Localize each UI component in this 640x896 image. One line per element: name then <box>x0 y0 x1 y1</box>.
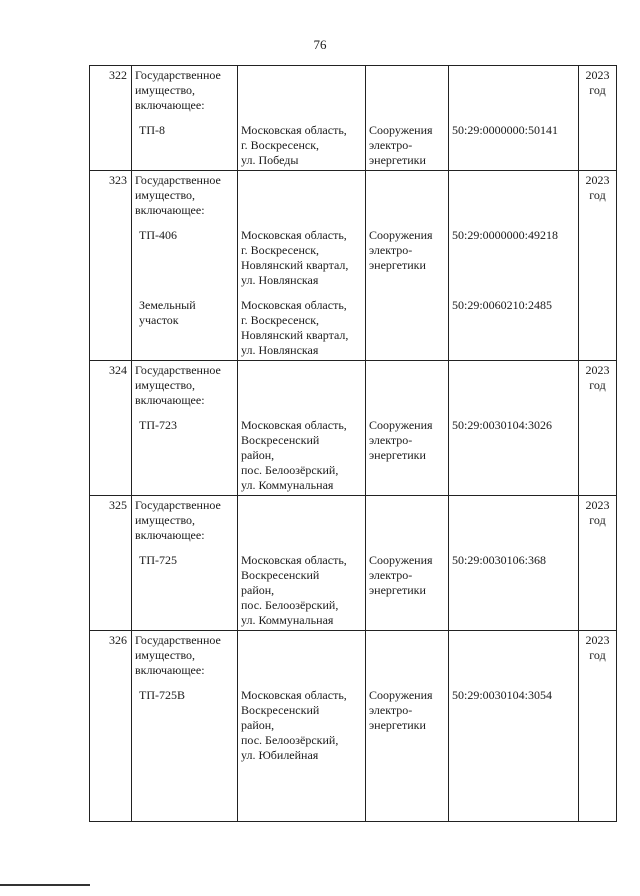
spacer <box>135 478 234 493</box>
entry-number-text: 326 <box>109 633 127 647</box>
text-line: Сооружения <box>369 688 433 702</box>
text-line: 2023 <box>585 68 610 82</box>
spacer <box>369 613 445 628</box>
spacer <box>452 733 575 748</box>
spacer <box>369 298 445 313</box>
text-line: имущество, <box>135 188 196 202</box>
address-cell <box>238 66 366 171</box>
footer-rule <box>0 884 90 886</box>
spacer <box>369 478 445 493</box>
spacer <box>241 363 362 418</box>
cadastral-cell <box>449 361 579 496</box>
spacer <box>452 463 575 478</box>
address-cell <box>238 631 366 822</box>
spacer <box>369 68 445 123</box>
spacer <box>241 498 362 553</box>
item-name <box>135 298 234 328</box>
spacer <box>135 463 234 478</box>
address-cell <box>238 496 366 631</box>
spacer <box>452 258 575 273</box>
text-line: ТП-8 <box>139 123 165 137</box>
text-line: включающее: <box>135 393 205 407</box>
table-row <box>90 496 617 631</box>
spacer <box>241 173 362 228</box>
text-line: ул. Юбилейная <box>241 748 319 762</box>
spacer <box>369 463 445 478</box>
entry-number <box>90 171 132 361</box>
spacer <box>135 543 234 553</box>
spacer <box>452 243 575 258</box>
text-line: район, <box>241 718 275 732</box>
spacer <box>241 288 362 298</box>
spacer <box>135 258 234 273</box>
text-line: г. Воскресенск, <box>241 243 320 257</box>
item-name <box>135 228 234 243</box>
spacer <box>452 138 575 153</box>
text-line: год <box>589 648 606 662</box>
spacer <box>369 598 445 613</box>
text-line: Московская область, <box>241 418 347 432</box>
cadastral-cell <box>449 496 579 631</box>
item-name <box>135 553 234 568</box>
entry-number <box>90 361 132 496</box>
spacer <box>135 613 234 628</box>
text-line: ул. Победы <box>241 153 299 167</box>
text-line: Воскресенский <box>241 703 320 717</box>
text-line: Воскресенский <box>241 433 320 447</box>
table-row <box>90 361 617 496</box>
spacer <box>135 678 234 688</box>
spacer <box>241 68 362 123</box>
text-line: Московская область, <box>241 228 347 242</box>
spacer <box>452 598 575 613</box>
object-type-cell <box>366 361 449 496</box>
text-line: год <box>589 378 606 392</box>
text-line: Государственное <box>135 173 221 187</box>
entry-number-text: 323 <box>109 173 127 187</box>
spacer <box>369 173 445 228</box>
cadastral-cell <box>449 631 579 822</box>
spacer <box>452 633 575 688</box>
text-line: 2023 <box>585 363 610 377</box>
property-register-table <box>89 65 617 822</box>
text-line: Государственное <box>135 633 221 647</box>
text-line: год <box>589 513 606 527</box>
entry-number-text: 324 <box>109 363 127 377</box>
text-line: 2023 <box>585 498 610 512</box>
entry-number-text: 322 <box>109 68 127 82</box>
page-number: 76 <box>313 37 327 52</box>
cadastral-number: 50:29:0030104:3026 <box>452 418 553 432</box>
address-cell <box>238 361 366 496</box>
spacer <box>452 343 575 358</box>
text-line: Новлянский квартал, <box>241 258 349 272</box>
object-name-cell <box>132 66 238 171</box>
spacer <box>452 328 575 343</box>
text-line: ул. Новлянская <box>241 343 319 357</box>
text-line: Московская область, <box>241 688 347 702</box>
text-line: имущество, <box>135 378 196 392</box>
spacer <box>135 408 234 418</box>
object-name-cell <box>132 361 238 496</box>
text-line: Сооружения <box>369 228 433 242</box>
spacer <box>369 363 445 418</box>
text-line: имущество, <box>135 648 196 662</box>
object-type-cell <box>366 171 449 361</box>
spacer <box>369 273 445 288</box>
year-cell <box>579 66 617 171</box>
spacer <box>452 433 575 448</box>
spacer <box>452 68 575 123</box>
cadastral-number: 50:29:0000000:49218 <box>452 228 559 242</box>
text-line: ул. Коммунальная <box>241 478 334 492</box>
text-line: энергетики <box>369 258 426 272</box>
spacer <box>135 153 234 168</box>
year-cell <box>579 171 617 361</box>
year-cell <box>579 496 617 631</box>
table-row <box>90 631 617 822</box>
spacer <box>369 748 445 763</box>
year-cell <box>579 631 617 822</box>
text-line: 2023 <box>585 633 610 647</box>
text-line: Сооружения <box>369 123 433 137</box>
spacer <box>135 568 234 583</box>
text-line: ТП-725В <box>139 688 185 702</box>
text-line: Московская область, <box>241 553 347 567</box>
text-line: ул. Коммунальная <box>241 613 334 627</box>
spacer <box>452 363 575 418</box>
spacer <box>135 718 234 733</box>
text-line: год <box>589 188 606 202</box>
object-type-cell <box>366 631 449 822</box>
spacer <box>452 288 575 298</box>
text-line: Сооружения <box>369 553 433 567</box>
text-line: ул. Новлянская <box>241 273 319 287</box>
text-line: район, <box>241 583 275 597</box>
spacer <box>369 313 445 328</box>
text-line: энергетики <box>369 718 426 732</box>
spacer <box>135 448 234 463</box>
text-line: Земельный <box>139 298 196 312</box>
spacer <box>452 718 575 733</box>
text-line: год <box>589 83 606 97</box>
text-line: имущество, <box>135 513 196 527</box>
object-type-cell <box>366 496 449 631</box>
text-line: Московская область, <box>241 123 347 137</box>
spacer <box>369 343 445 358</box>
object-name-cell <box>132 171 238 361</box>
cadastral-number: 50:29:0030104:3054 <box>452 688 553 702</box>
text-line: включающее: <box>135 98 205 112</box>
table-body <box>90 66 617 822</box>
spacer <box>135 243 234 258</box>
spacer <box>135 328 234 343</box>
entry-number <box>90 631 132 822</box>
text-line: Государственное <box>135 363 221 377</box>
text-line: электро- <box>369 433 413 447</box>
text-line: имущество, <box>135 83 196 97</box>
entry-number-text: 325 <box>109 498 127 512</box>
spacer <box>452 568 575 583</box>
spacer <box>135 748 234 763</box>
text-line: Государственное <box>135 68 221 82</box>
year-cell <box>579 361 617 496</box>
spacer <box>452 273 575 288</box>
object-type-cell <box>366 66 449 171</box>
spacer <box>452 173 575 228</box>
spacer <box>135 113 234 123</box>
cadastral-number: 50:29:0030106:368 <box>452 553 547 567</box>
text-line: г. Воскресенск, <box>241 313 320 327</box>
spacer <box>369 498 445 553</box>
text-line: Воскресенский <box>241 568 320 582</box>
text-line: Сооружения <box>369 418 433 432</box>
spacer <box>135 733 234 748</box>
text-line: электро- <box>369 138 413 152</box>
spacer <box>135 138 234 153</box>
spacer <box>135 598 234 613</box>
text-line: район, <box>241 448 275 462</box>
spacer <box>452 153 575 168</box>
text-line: ТП-725 <box>139 553 177 567</box>
spacer <box>452 748 575 763</box>
object-name-cell <box>132 496 238 631</box>
text-line: электро- <box>369 703 413 717</box>
spacer <box>452 448 575 463</box>
spacer <box>135 288 234 298</box>
object-name-cell <box>132 631 238 822</box>
text-line: пос. Белоозёрский, <box>241 463 339 477</box>
spacer <box>135 343 234 358</box>
text-line: электро- <box>369 243 413 257</box>
text-line: пос. Белоозёрский, <box>241 733 339 747</box>
text-line: ТП-723 <box>139 418 177 432</box>
text-line: пос. Белоозёрский, <box>241 598 339 612</box>
spacer <box>135 273 234 288</box>
entry-number <box>90 66 132 171</box>
table-row <box>90 171 617 361</box>
text-line: 2023 <box>585 173 610 187</box>
spacer <box>241 633 362 688</box>
address-cell <box>238 171 366 361</box>
table-row <box>90 66 617 171</box>
spacer <box>369 288 445 298</box>
text-line: участок <box>139 313 179 327</box>
item-name <box>135 688 234 703</box>
spacer <box>452 703 575 718</box>
item-name <box>135 418 234 433</box>
text-line: Государственное <box>135 498 221 512</box>
cadastral-cell <box>449 171 579 361</box>
text-line: электро- <box>369 568 413 582</box>
text-line: включающее: <box>135 663 205 677</box>
spacer <box>369 633 445 688</box>
spacer <box>135 433 234 448</box>
spacer <box>452 313 575 328</box>
text-line: ТП-406 <box>139 228 177 242</box>
entry-number <box>90 496 132 631</box>
spacer <box>135 583 234 598</box>
spacer <box>452 613 575 628</box>
cadastral-cell <box>449 66 579 171</box>
cadastral-number: 50:29:0000000:50141 <box>452 123 559 137</box>
text-line: включающее: <box>135 528 205 542</box>
text-line: энергетики <box>369 583 426 597</box>
spacer <box>135 703 234 718</box>
spacer <box>452 498 575 553</box>
spacer <box>369 733 445 748</box>
text-line: энергетики <box>369 153 426 167</box>
text-line: Московская область, <box>241 298 347 312</box>
spacer <box>135 218 234 228</box>
spacer <box>452 583 575 598</box>
item-name <box>135 123 234 138</box>
text-line: включающее: <box>135 203 205 217</box>
text-line: энергетики <box>369 448 426 462</box>
text-line: г. Воскресенск, <box>241 138 320 152</box>
text-line: Новлянский квартал, <box>241 328 349 342</box>
cadastral-number: 50:29:0060210:2485 <box>452 298 553 312</box>
spacer <box>452 478 575 493</box>
spacer <box>369 328 445 343</box>
